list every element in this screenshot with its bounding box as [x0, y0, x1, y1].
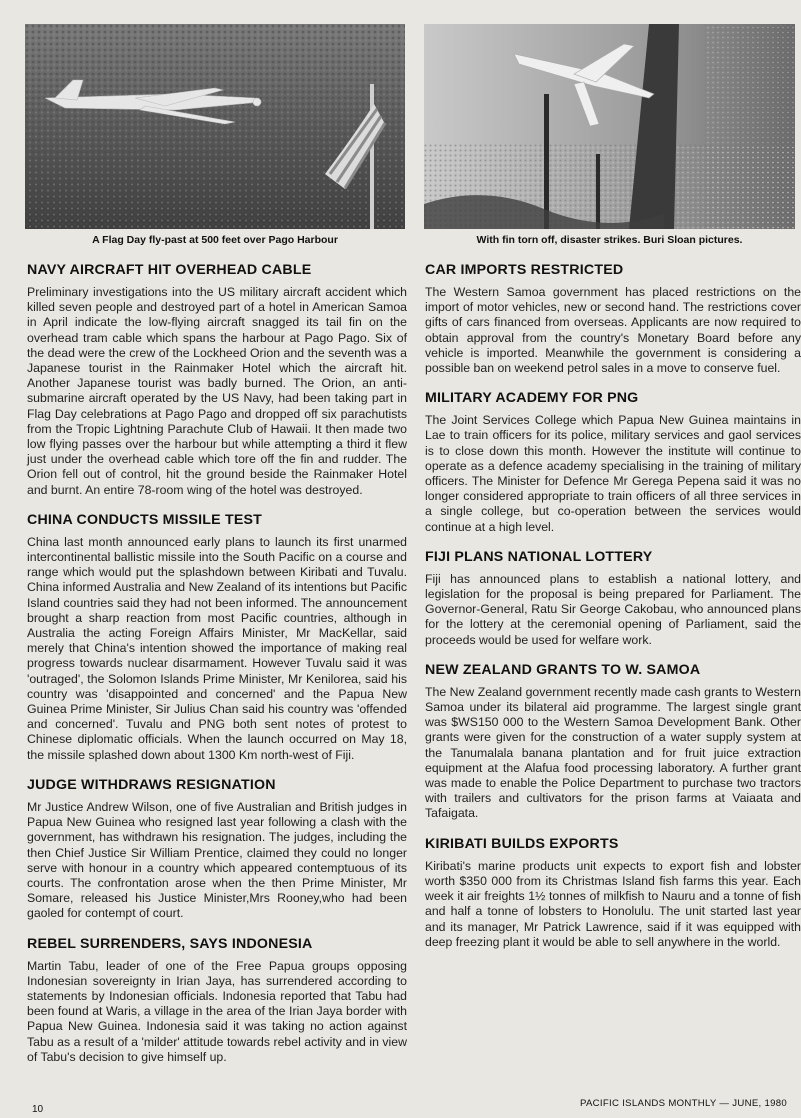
photo-disaster-strikes: [424, 24, 795, 229]
column-left: [27, 262, 407, 1064]
article-kiribati-exports: Kiribati's marine products unit expects to export fish and lobster worth $350 000 from its Christmas Island fish farms this year. Each week it air freights 1½ tonnes of milkfish to Nauru and a tonne of fish and half a tonne of lobsters to Honolulu. The unit started last year and its manager, Mr Patrick Lawrence, said if it was equipped with deep freezing plant it would be able to sell anywhere in the world.: [425, 858, 801, 949]
article-rebel-surrenders: Martin Tabu, leader of one of the Free Papua groups opposing Indonesian sovereignty in Irian Jaya, has surrendered according to statements by Indonesian officials. Indonesia reported that Tabu had been found at Waris, a village in the area of the Irian Jaya border with Papua New Guinea. Indonesia said it was taking no action against Tabu as a result of a 'milder' attitude towards rebel activity and in view of Tabu's decision to give himself up.: [27, 958, 407, 1064]
article-judge-resignation: Mr Justice Andrew Wilson, one of five Australian and British judges in Papua New Guinea who resigned last year following a clash with the government, has withdrawn his resignation. The judges, including the then Chief Justice Sir William Prentice, claimed they could no longer serve with honour in a country which appeared contemptuous of its courts. The confrontation arose when the then Prime Minister, Mr Somare, released his Justice Minister,Mrs Rooney,who had been gaoled for contempt of court.: [27, 799, 407, 921]
photo-caption-right: With fin torn off, disaster strikes. Buri Sloan pictures.: [476, 234, 743, 246]
column-right: [425, 262, 801, 964]
headline-kiribati-exports: KIRIBATI BUILDS EXPORTS: [425, 835, 619, 852]
headline-car-imports: CAR IMPORTS RESTRICTED: [425, 262, 624, 278]
headline-military-academy: MILITARY ACADEMY FOR PNG: [425, 390, 639, 407]
article-navy-aircraft: Preliminary investigations into the US military aircraft accident which killed seven people and destroyed part of a hotel in American Samoa in April indicate the low-flying aircraft snagged its tail fin on the overhead tram cable which spans the harbour at Pago Pago. Six of the dead were the crew of the Lockheed Orion and the seventh was a Japanese tourist in the Rainmaker Hotel which the aircraft hit. Another Japanese tourist was badly burned. The Orion, an anti-submarine aircraft operated by the US Navy, had been taking part in Flag Day celebrations at Pago Pago and dropped off six parachutists from the Tropic Lightning Parachute Club of Hawaii. It then made two low flying passes over the harbour but while attempting a third it flew just under the overhead cable which tore off the fin and rudder. The Orion fell out of control, hit the ground beside the Rainmaker Hotel and burnt. An entire 78-room wing of the hotel was destroyed.: [27, 285, 407, 497]
article-military-academy: The Joint Services College which Papua New Guinea maintains in Lae to train officers for its police, military services and gaol services is to close down this month. However the institute will continue to operate as a defence academy specialising in the training of military officers. The Minister for Defence Mr Gerega Pepena said it was no longer considered appropriate to train officers of all three services in a single college, but co-operation between the services would continue at a high level.: [425, 413, 801, 534]
headline-china-missile: CHINA CONDUCTS MISSILE TEST: [27, 511, 263, 528]
headline-fiji-lottery: FIJI PLANS NATIONAL LOTTERY: [425, 548, 653, 565]
headline-rebel-surrenders: REBEL SURRENDERS, SAYS INDONESIA: [27, 935, 313, 952]
article-car-imports: The Western Samoa government has placed restrictions on the import of motor vehicles, new or second hand. The restrictions cover gifts of cars financed from overseas. Applicants are now required to obtain approval from the country's Monetary Board before any vehicle is imported. Meanwhile the government is considering a possible ban on weekend petrol sales in a move to conserve fuel.: [425, 285, 801, 376]
headline-navy-aircraft: NAVY AIRCRAFT HIT OVERHEAD CABLE: [27, 262, 312, 278]
page-number: 10: [32, 1104, 44, 1115]
headline-nz-grants: NEW ZEALAND GRANTS TO W. SAMOA: [425, 661, 701, 678]
photo-caption-left: A Flag Day fly-past at 500 feet over Pago Harbour: [92, 234, 338, 246]
magazine-footer: PACIFIC ISLANDS MONTHLY — JUNE, 1980: [580, 1098, 787, 1109]
article-nz-grants: The New Zealand government recently made cash grants to Western Samoa under its bilateral aid programme. The largest single grant was $WS150 000 to the Western Samoa Development Bank. Other grants were given for the construction of a water supply system at the Tanumalala banana plantation and for fruit juice extraction equipment at the Alafua food processing laboratory. A further grant was made to enable the Police Department to purchase two tractors with trailers and cultivators for the prison farms at Vaiaata and Tafaigata.: [425, 684, 801, 821]
headline-judge-resignation: JUDGE WITHDRAWS RESIGNATION: [27, 776, 276, 793]
article-china-missile: China last month announced early plans to launch its first unarmed intercontinental ballistic missile into the South Pacific on a course and range which would put the splashdown between Kiribati and Tuvalu. China informed Australia and New Zealand of its intentions but Pacific Island countries said they had not been informed. The announcement brought a sharp reaction from most Pacific countries, although in Australia the acting Foreign Affairs Minister, Mr MacKellar, said merely that China's intention showed the importance of making real progress towards nuclear disarmament. However Tuvalu said it was 'outraged', the Solomon Islands Prime Minister, Mr Kenilorea, said his country was 'disappointed and concerned' and the Papua New Guinea Prime Minister, Sir Julius Chan said his country was 'offended and concerned'. Tuvalu and PNG both sent notes of protest to Chinese diplomatic officials. When the launch occurred on May 18, the missile splashed down about 1300 Km north-west of Fiji.: [27, 534, 407, 762]
article-fiji-lottery: Fiji has announced plans to establish a national lottery, and legislation for the proposal is being prepared for Parliament. The Governor-General, Ratu Sir George Cakobau, who announced plans for the lottery at the ceremonial opening of Parliament, said the proceeds would be used for welfare work.: [425, 571, 801, 647]
photo-flag-day-flypast: [25, 24, 405, 229]
